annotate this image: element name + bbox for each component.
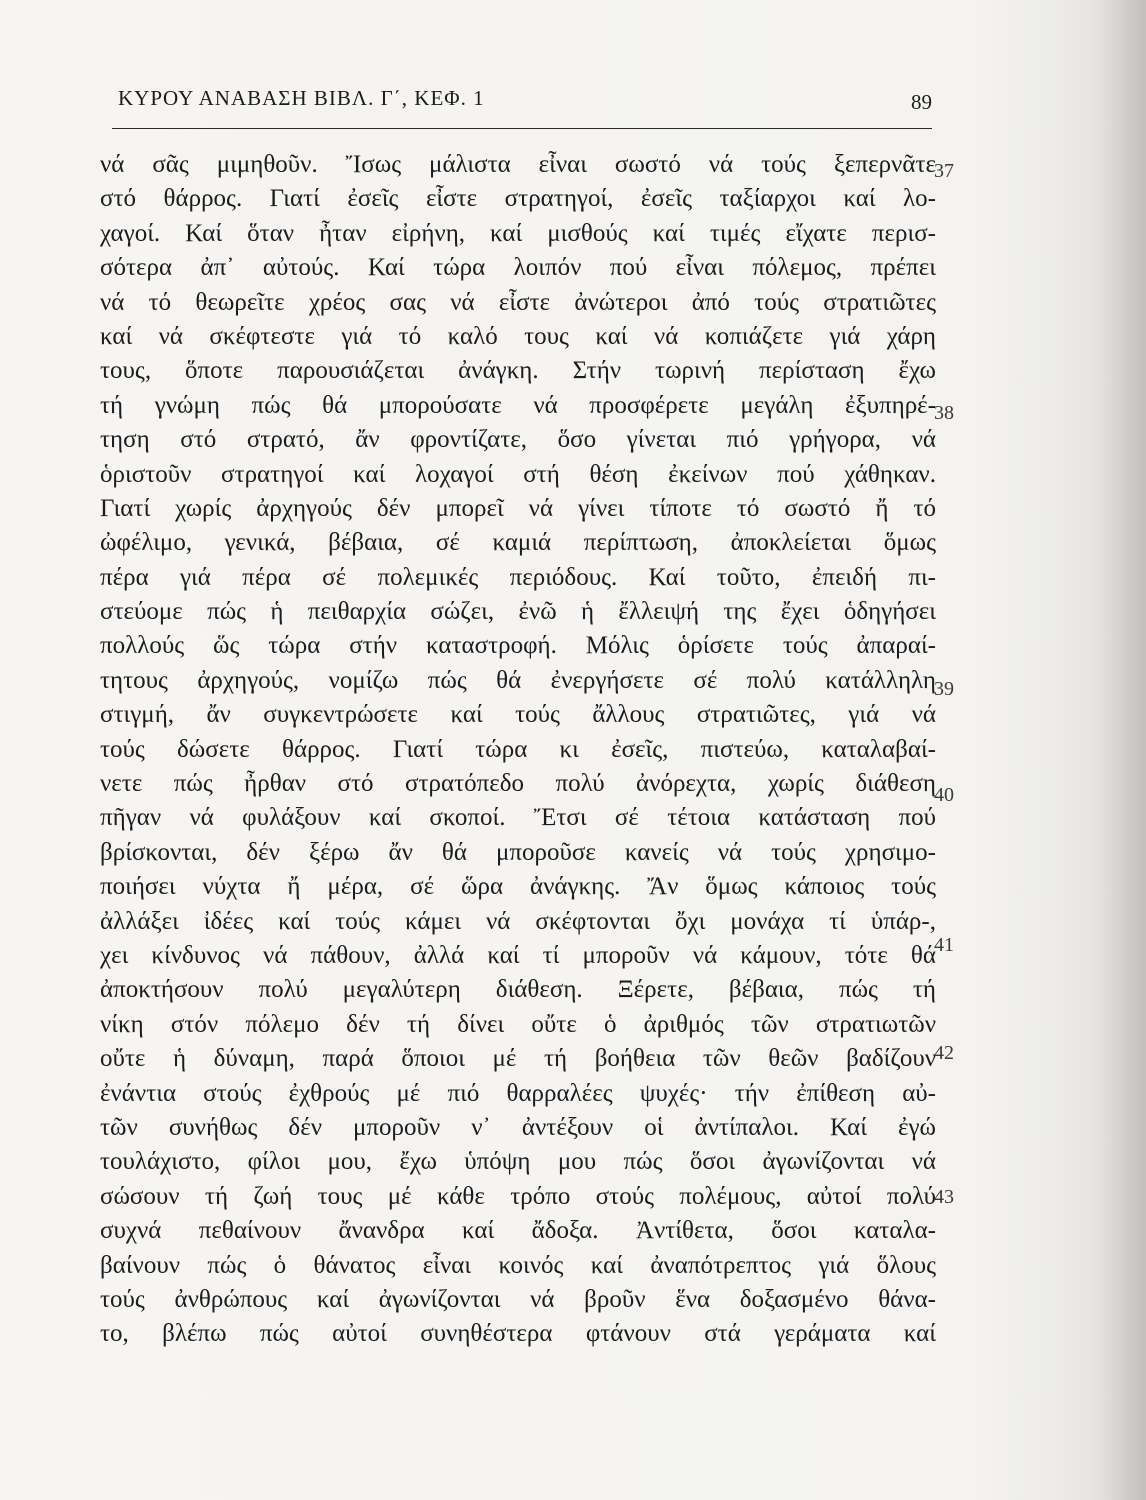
- section-number: 42: [934, 1042, 954, 1064]
- text-line: σώσουν τή ζωή τους μέ κάθε τρόπο στούς πολέμους, αὐτοί πολύ: [100, 1182, 936, 1210]
- text-line: στό θάρρος. Γιατί ἐσεῖς εἶστε στρατηγοί, ἐσεῖς ταξίαρχοι καί λο-: [100, 185, 936, 213]
- text-line: τους, ὅποτε παρουσιάζεται ἀνάγκη. Στήν τωρινή περίσταση ἔχω: [100, 357, 936, 385]
- text-line: τή γνώμη πώς θά μπορούσατε νά προσφέρετε μεγάλη ἐξυπηρέ-: [100, 391, 936, 419]
- text-line: χει κίνδυνος νά πάθουν, ἀλλά καί τί μποροῦν νά κάμουν, τότε θά: [100, 941, 936, 969]
- section-number: 43: [934, 1186, 954, 1208]
- body-text: [100, 148, 936, 1352]
- text-line: οὔτε ἡ δύναμη, παρά ὅποιοι μέ τή βοήθεια τῶν θεῶν βαδίζουν: [100, 1045, 936, 1073]
- text-line: ὠφέλιμο, γενικά, βέβαια, σέ καμιά περίπτωση, ἀποκλείεται ὅμως: [100, 529, 936, 557]
- text-line: το, βλέπω πώς αὐτοί συνηθέστερα φτάνουν στά γεράματα καί: [100, 1320, 936, 1348]
- text-line: ἀποκτήσουν πολύ μεγαλύτερη διάθεση. Ξέρετε, βέβαια, πώς τή: [100, 976, 936, 1004]
- section-number: 40: [934, 784, 954, 806]
- text-line: τητους ἀρχηγούς, νομίζω πώς θά ἐνεργήσετε σέ πολύ κατάλληλη: [100, 666, 936, 694]
- text-line: στιγμή, ἄν συγκεντρώσετε καί τούς ἄλλους στρατιῶτες, γιά νά: [100, 701, 936, 729]
- text-line: τουλάχιστο, φίλοι μου, ἔχω ὑπόψη μου πώς ὅσοι ἀγωνίζονται νά: [100, 1148, 936, 1176]
- text-line: τηση στό στρατό, ἄν φροντίζατε, ὅσο γίνεται πιό γρήγορα, νά: [100, 426, 936, 454]
- text-line: ὁριστοῦν στρατηγοί καί λοχαγοί στή θέση ἐκείνων πού χάθηκαν.: [100, 460, 936, 488]
- binding-shadow: [1098, 0, 1146, 1500]
- section-number: 39: [934, 678, 954, 700]
- page-number: 89: [911, 90, 932, 114]
- text-line: πῆγαν νά φυλάξουν καί σκοποί. Ἔτσι σέ τέτοια κατάσταση πού: [100, 804, 936, 832]
- text-line: ἀλλάξει ἰδέες καί τούς κάμει νά σκέφτονται ὄχι μονάχα τί ὑπάρ-,: [100, 907, 936, 935]
- text-line: νά τό θεωρεῖτε χρέος σας νά εἶστε ἀνώτεροι ἀπό τούς στρατιῶτες: [100, 288, 936, 316]
- section-number: 38: [934, 402, 954, 424]
- section-number: 41: [934, 934, 954, 956]
- text-line: Γιατί χωρίς ἀρχηγούς δέν μπορεῖ νά γίνει τίποτε τό σωστό ἤ τό: [100, 494, 936, 522]
- text-line: σότερα ἀπ᾽ αὐτούς. Καί τώρα λοιπόν πού εἶναι πόλεμος, πρέπει: [100, 254, 936, 282]
- text-line: νά σᾶς μιμηθοῦν. Ἴσως μάλιστα εἶναι σωστό νά τούς ξεπερνᾶτε: [100, 151, 936, 178]
- text-line: τῶν συνήθως δέν μποροῦν ν᾽ ἀντέξουν οἱ ἀντίπαλοι. Καί ἐγώ: [100, 1113, 936, 1141]
- text-line: βαίνουν πώς ὁ θάνατος εἶναι κοινός καί ἀναπότρεπτος γιά ὅλους: [100, 1251, 936, 1279]
- text-line: καί νά σκέφτεστε γιά τό καλό τους καί νά κοπιάζετε γιά χάρη: [100, 322, 936, 350]
- text-line: ἐνάντια στούς ἐχθρούς μέ πιό θαρραλέες ψυχές· τήν ἐπίθεση αὐ-: [100, 1079, 936, 1107]
- text-line: ποιήσει νύχτα ἤ μέρα, σέ ὥρα ἀνάγκης. Ἄν ὅμως κάποιος τούς: [100, 873, 936, 901]
- text-line: συχνά πεθαίνουν ἄνανδρα καί ἄδοξα. Ἀντίθετα, ὅσοι καταλα-: [100, 1217, 936, 1245]
- text-line: πέρα γιά πέρα σέ πολεμικές περιόδους. Καί τοῦτο, ἐπειδή πι-: [100, 563, 936, 591]
- page-header: [112, 78, 932, 129]
- text-line: νετε πώς ἦρθαν στό στρατόπεδο πολύ ἀνόρεχτα, χωρίς διάθεση: [100, 770, 936, 798]
- text-line: στεύομε πώς ἡ πειθαρχία σώζει, ἐνῶ ἡ ἔλλειψή της ἔχει ὁδηγήσει: [100, 598, 936, 626]
- text-line: βρίσκονται, δέν ξέρω ἄν θά μποροῦσε κανείς νά τούς χρησιμο-: [100, 838, 936, 866]
- text-line: τούς δώσετε θάρρος. Γιατί τώρα κι ἐσεῖς, πιστεύω, καταλαβαί-: [100, 735, 936, 763]
- text-line: χαγοί. Καί ὅταν ἦταν εἰρήνη, καί μισθούς καί τιμές εἴχατε περισ-: [100, 219, 936, 247]
- text-line: νίκη στόν πόλεμο δέν τή δίνει οὔτε ὁ ἀριθμός τῶν στρατιωτῶν: [100, 1010, 936, 1038]
- text-line: τούς ἀνθρώπους καί ἀγωνίζονται νά βροῦν ἕνα δοξασμένο θάνα-: [100, 1285, 936, 1313]
- section-number: 37: [934, 160, 954, 182]
- running-title: ΚΥΡΟΥ ΑΝΑΒΑΣΗ ΒΙΒΛ. Γ΄, ΚΕΦ. 1: [118, 86, 485, 110]
- text-line: πολλούς ὥς τώρα στήν καταστροφή. Μόλις ὁρίσετε τούς ἀπαραί-: [100, 632, 936, 660]
